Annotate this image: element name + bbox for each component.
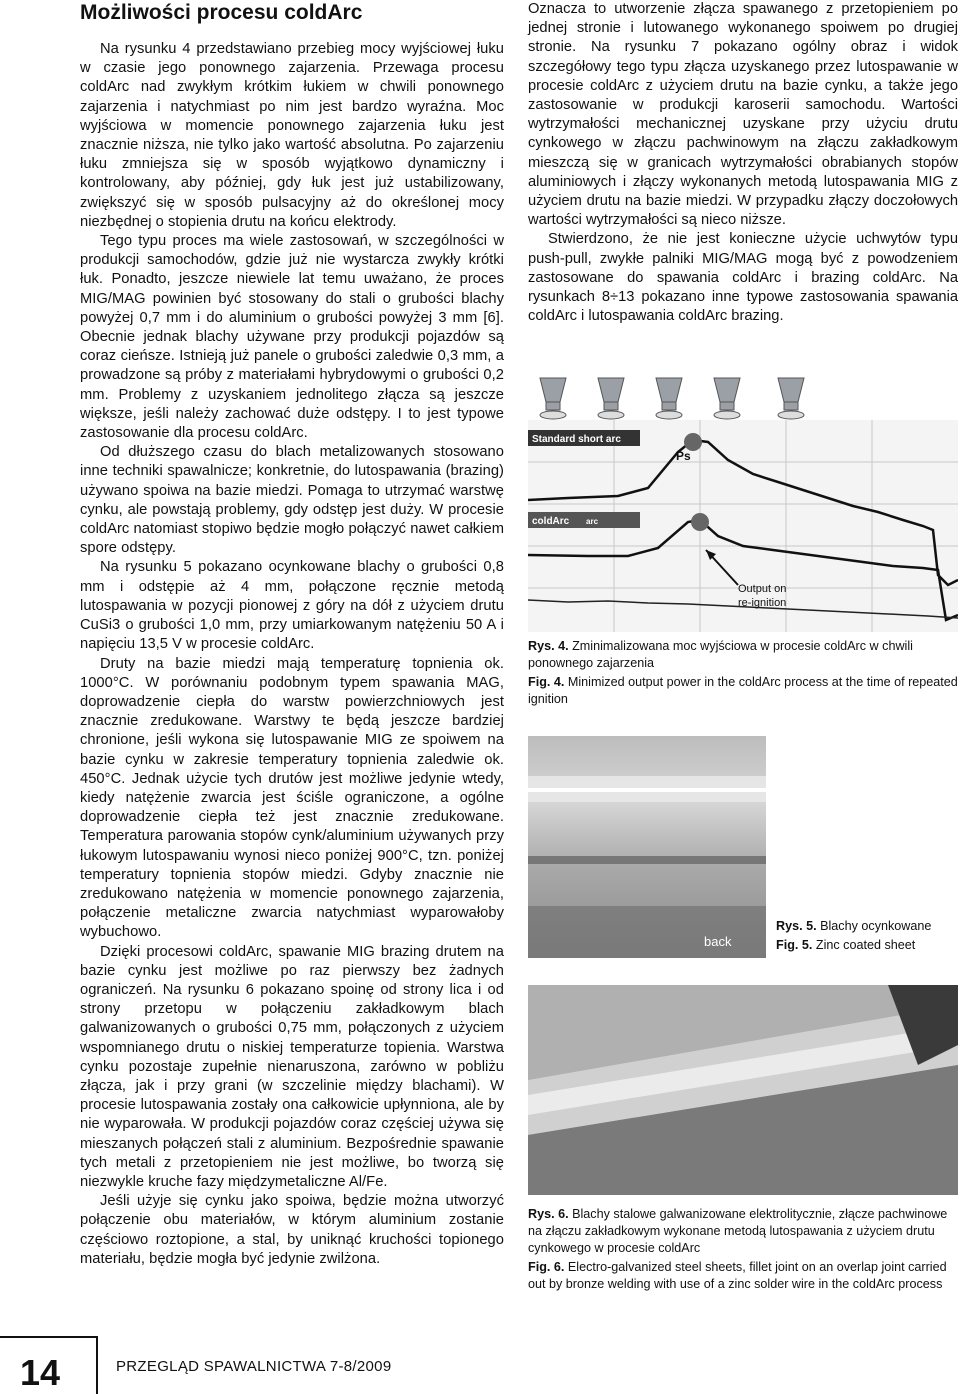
caption-text: Zminimalizowana moc wyjściowa w procesie coldArc w chwili ponownego zajarzenia [528, 639, 913, 670]
caption-text: Blachy stalowe galwanizowane elektrolitycznie, złącze pachwinowe na złączu zakładkowym wykonane metodą lutospawania z użyciem drutu cynkowego w procesie coldArc [528, 1207, 948, 1255]
paragraph: Jeśli użyje się cynku jako spoiwa, będzie można utworzyć połączenie obu materiałów, w którym aluminium zostanie częściowo roztopione, a stal, by uniknąć kruchości topionego materiału, będzie mogła być jedynie zwilżona. [80, 1193, 504, 1267]
figure-6-caption [528, 1206, 958, 1293]
torch-icons [540, 378, 804, 419]
weld-photo-graphic [528, 736, 766, 958]
paragraph: Oznacza to utworzenie złącza spawanego z przetopieniem po jednej stronie i lutowanego wykonanego spoiwem po drugiej stronie. Na rysunku 7 pokazano ogólny obraz i widok szczegółowy tego typu złącza uzyskanego przez lutospawanie w procesie coldArc z użyciem drutu na bazie cynku, a także jego zastosowanie w produkcji karoserii samochodu. Wartości wytrzymałości mechanicznej uzyskane przy użyciu drutu cynkowego w złączu pachwinowym na złączu zakładkowym mieszczą się w granicach wytrzymałości obrabianych stopów aluminiowych i złączy wykonanych metodą lutospawania MIG z użyciem drutu na bazie miedzi. W przypadku złączy doczołowych wartości wytrzymałości są nieco niższe. [528, 1, 958, 229]
figure-5-caption [776, 918, 960, 954]
caption-text: Electro-galvanized steel sheets, fillet joint on an overlap joint carried out by bronze welding with use of a zinc solder wire in the coldArc process [528, 1260, 947, 1291]
paragraph: Stwierdzono, że nie jest konieczne użycie uchwytów typu push-pull, zwykłe palniki MIG/MAG mogą być z powodzeniem zastosowane do spawania coldArc i brazing coldArc. Na rysunkach 8÷13 pokazano inne typowe zastosowania spawania coldArc i lutospawania coldArc brazing. [528, 231, 958, 325]
figure-4-caption [528, 638, 958, 708]
paragraph: Druty na bazie miedzi mają temperaturę topnienia ok. 1000°C. W porównaniu podobnym typem spawania MAG, doprowadzenie ciepła do warstw powierzchniowych jest znacznie zredukowane. Warstwy te będą jeszcze bardziej chronione, jeśli wykona się lutospawanie MIG ze spoiwem na bazie cynku w zakresie temperatury topnienia zaledwie ok. 450°C. Jednak użycie tych drutów jest możliwe jedynie wtedy, kiedy natężenie zwarcia jest ściśle ograniczone, a ogólne doprowadzenie ciepła też jest znacznie zredukowane. Temperatura parowania stopów cynk/aluminium używanych przy łukowym lutospawaniu wynosi nieco poniżej 900°C, tzn. poniżej temperatury topnienia stopów miedzi. Gdyby znacznie nie zredukowano natężenia w momencie ponownego zajarzenia, połączenie metaliczne zwarcia natychmiast wyparowałoby wybuchowo. [80, 655, 504, 941]
caption-number: Fig. 6. [528, 1260, 565, 1274]
caption-number: Rys. 6. [528, 1207, 569, 1221]
label-coldarc: coldArc [532, 516, 570, 527]
figure-5-photo [528, 736, 766, 958]
page-number-box [0, 1336, 98, 1394]
paragraph: Od dłuższego czasu do blach metalizowanych stosowano inne techniki spawalnicze; konkretnie, do lutospawania (brazing) używano spoiwa na bazie miedzi. Pomaga to utrzymać warstwę cynku, ale powstają problemy, gdy odstęp jest duży. W procesie coldArc natomiast stopiwo będzie mogło połączyć nawet całkiem spore odstępy. [80, 444, 504, 557]
left-column [80, 0, 504, 1269]
right-column [528, 0, 958, 326]
page-number: 14 [20, 1352, 61, 1393]
divider [96, 1336, 98, 1394]
caption-text: Blachy ocynkowane [820, 919, 932, 933]
paragraph: Tego typu proces ma wiele zastosowań, w szczególności w produkcji samochodów, gdzie już nie wystarcza zwykły krótki łuk. Ponadto, jeszcze niewiele lat temu uważano, że proces MIG/MAG powinien być stosowany do stali o grubości blachy powyżej 0,7 mm i do aluminium o grubości powyżej 3 mm [6]. Obecnie jednak blachy używane przy produkcji pojazdów są coraz cieńsze. Istnieją już panele o grubości zaledwie 0,3 mm, a prowadzone są próby z materiałami hybrydowymi o grubości 0,2 mm. Problemy z uzyskaniem jednolitego złącza są jeszcze większe, jeśli należy zachować duże odstępy. I to jest typowe zastosowanie dla procesu coldArc. [80, 233, 504, 442]
caption-text: Minimized output power in the coldArc process at the time of repeated ignition [528, 675, 958, 706]
section-title: Możliwości procesu coldArc [80, 1, 363, 24]
left-body-text [80, 40, 504, 1269]
label-back: back [704, 934, 732, 949]
figure-6-photo [528, 985, 958, 1195]
journal-name: PRZEGLĄD SPAWALNICTWA 7-8/2009 [116, 1358, 392, 1375]
divider [0, 1336, 98, 1338]
label-output-on: Output on [738, 583, 787, 595]
label-standard-short-arc: Standard short arc [532, 434, 621, 445]
oscillogram-graphic [528, 370, 958, 632]
fillet-joint-graphic [528, 985, 958, 1195]
caption-number: Rys. 4. [528, 639, 569, 653]
paragraph: Na rysunku 4 przedstawiano przebieg mocy wyjściowej łuku w czasie jego ponownego zajarzenia. Przewaga procesu coldArc nad zwykłym krótkim łukiem w chwili ponownego zajarzenia i natychmiast po nim jest bardzo wyraźna. Moc wyjściowa w momencie ponownego zajarzenia łuku jest znacznie niższa, nie tylko jako wartość absolutna. Po zajarzeniu łuku zmniejsza się w sposób wyjątkowo dynamiczny i kontrolowany, aby później, gdy łuk jest już ustabilizowany, zwiększyć się w sposób pulsacyjny aż do określonej mocy niezbędnej o stopienia drutu na końcu elektrody. [80, 41, 504, 230]
label-ps: Ps [676, 449, 691, 463]
right-body-text [528, 0, 958, 326]
label-arc: arc [586, 517, 599, 526]
paragraph: Na rysunku 5 pokazano ocynkowane blachy o grubości 0,8 mm i odstępie aż 4 mm, połączone ręcznie metodą lutospawania w pozycji pionowej z góry na dół z użyciem drutu CuSi3 o grubości 1,0 mm, przy umiarkowanym natężeniu 50 A i napięciu 13,5 V w procesie coldArc. [80, 559, 504, 653]
paragraph: Dzięki procesowi coldArc, spawanie MIG brazing drutem na bazie cynku jest możliwe po raz pierwszy bez żadnych ograniczeń. Na rysunku 6 pokazano spoinę od strony lica i od strony przetopu w połączeniu zakładkowym blach galwanizowanych o grubości 0,75 mm, połączonych z użyciem wspomnianego drutu o niskiej temperaturze topienia. Warstwa cynku pozostaje zupełnie nienaruszona, zarówno w pobliżu złącza, jak i przy grani (w szczelinie między blachami). W procesie lutospawania zostały ona całkowicie upłynniona, ale by nie wyparowała. W produkcji pojazdów coraz częściej używa się mieszanych połączeń stali z aluminium. Bezpośrednie spawanie tych metali z przetopieniem nie jest możliwe, bo tworzą się niezwykle kruche fazy międzymetaliczne Al/Fe. [80, 943, 504, 1190]
label-re-ignition: re-ignition [738, 597, 787, 609]
caption-number: Fig. 4. [528, 675, 565, 689]
caption-number: Fig. 5. [776, 938, 813, 952]
figure-4-oscillogram [528, 370, 958, 632]
caption-number: Rys. 5. [776, 919, 817, 933]
caption-text: Zinc coated sheet [815, 938, 916, 952]
